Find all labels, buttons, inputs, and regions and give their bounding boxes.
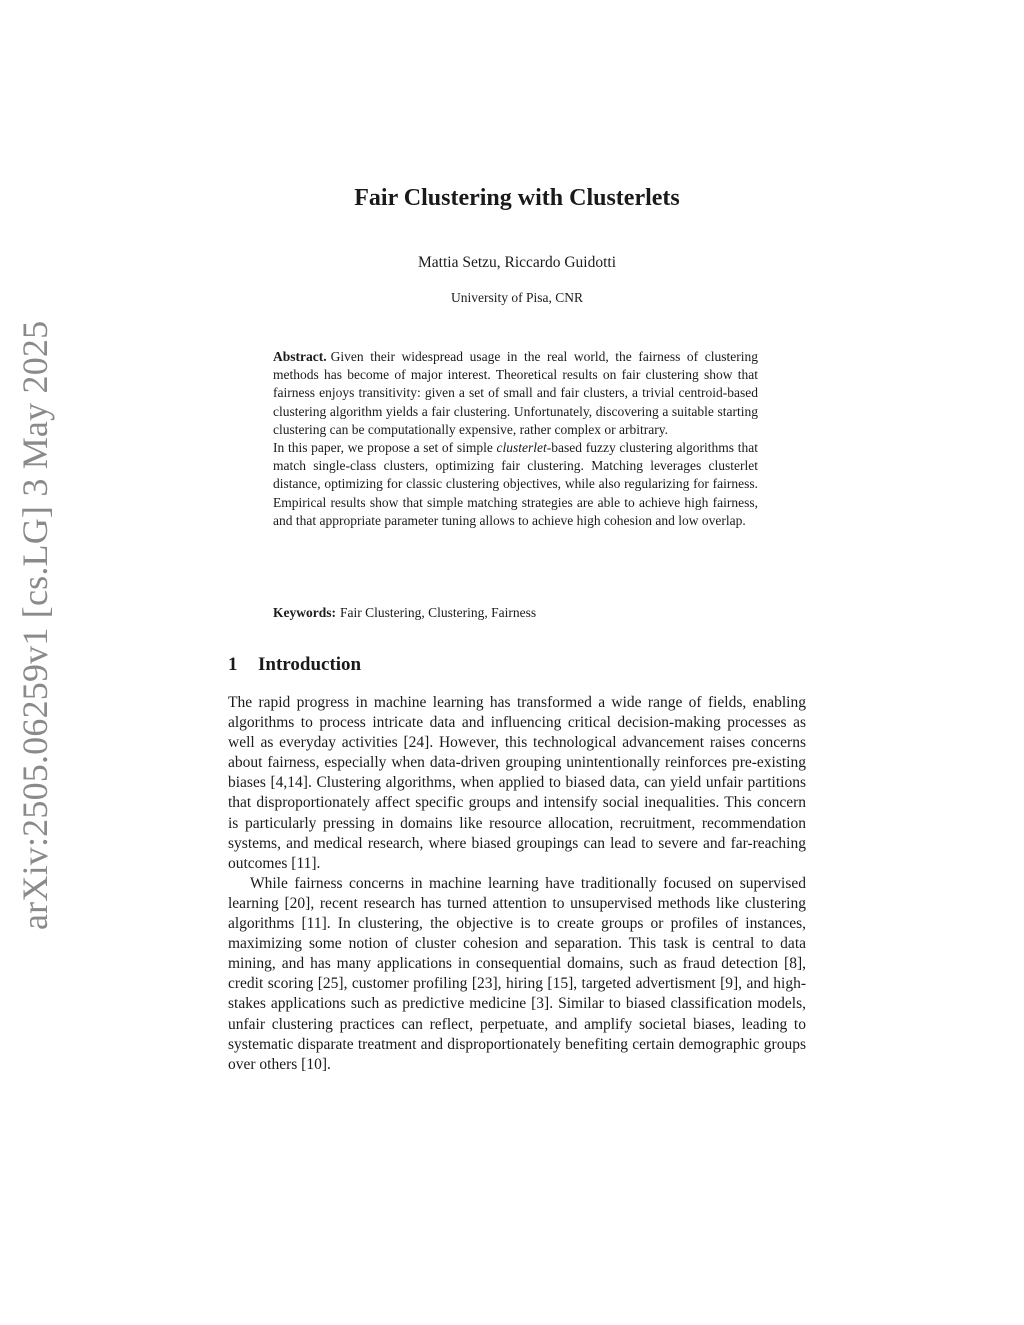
abstract-paragraph-1 (273, 348, 758, 439)
introduction-body (228, 693, 806, 1075)
paper-title: Fair Clustering with Clusterlets (354, 185, 680, 211)
section-heading-introduction (228, 654, 361, 676)
keywords-text: Fair Clustering, Clustering, Fairness (340, 605, 537, 620)
paper-authors: Mattia Setzu, Riccardo Guidotti (417, 254, 616, 271)
body-paragraph-2: While fairness concerns in machine learning have traditionally focused on supervised learning [20], recent research has turned attention to unsupervised methods like clustering algorithms [11]. In clustering, the objective is to create groups or profiles of instances, maximizing some notion of cluster cohesion and separation. This task is central to data mining, and has many applications in consequential domains, such as fraud detection [8], credit scoring [25], customer profiling [23], hiring [15], targeted advertisment [9], and high-stakes applications such as predictive medicine [3]. Similar to biased classification models, unfair clustering practices can reflect, perpetuate, and amplify societal biases, leading to systematic disparate treatment and disproportionately benefiting certain demographic groups over others [10]. (228, 874, 806, 1073)
abstract-text-2a: In this paper, we propose a set of simple (273, 440, 497, 456)
abstract-text-2b: -based fuzzy clustering algorithms that match single-class clusters, optimizing fair clustering. Matching leverages clusterlet distance, optimizing for classic clustering objectives, while also regularizing for fairness. Empirical results show that simple matching strategies are able to achieve high fairness, and that appropriate parameter tuning allows to achieve high cohesion and low overlap. (273, 440, 758, 528)
arxiv-identifier-stamp: arXiv:2505.06259v1 [cs.LG] 3 May 2025 (15, 320, 55, 930)
keywords-label: Keywords: (273, 605, 336, 620)
abstract-emphasis: clusterlet (496, 440, 547, 456)
paper-affiliation: University of Pisa, CNR (450, 290, 583, 305)
body-paragraph-1: The rapid progress in machine learning has transformed a wide range of fields, enabling algorithms to process intricate data and influencing critical decision-making processes as well as everyday activities [24]. However, this technological advancement raises concerns about fairness, especially when data-driven grouping unintentionally reinforces pre-existing biases [4,14]. Clustering algorithms, when applied to biased data, can yield unfair partitions that disproportionately affect specific groups and intensify social inequalities. This concern is particularly pressing in domains like resource allocation, recruitment, recommendation systems, and medical research, where biased groupings can lead to severe and far-reaching outcomes [11]. (228, 694, 806, 872)
section-number: 1 (228, 654, 238, 675)
abstract-block (273, 348, 758, 530)
section-title: Introduction (258, 654, 362, 675)
abstract-label: Abstract. (273, 349, 327, 364)
abstract-text-1: Given their widespread usage in the real world, the fairness of clustering methods has become of major interest. Theoretical results on fair clustering show that fairness enjoys transitivity: given a set of small and fair clusters, a trivial centroid-based clustering algorithm yields a fair clustering. Unfortunately, discovering a suitable starting clustering can be computationally expensive, rather complex or arbitrary. (273, 349, 758, 437)
keywords-line (273, 605, 758, 621)
abstract-paragraph-2 (273, 439, 758, 530)
